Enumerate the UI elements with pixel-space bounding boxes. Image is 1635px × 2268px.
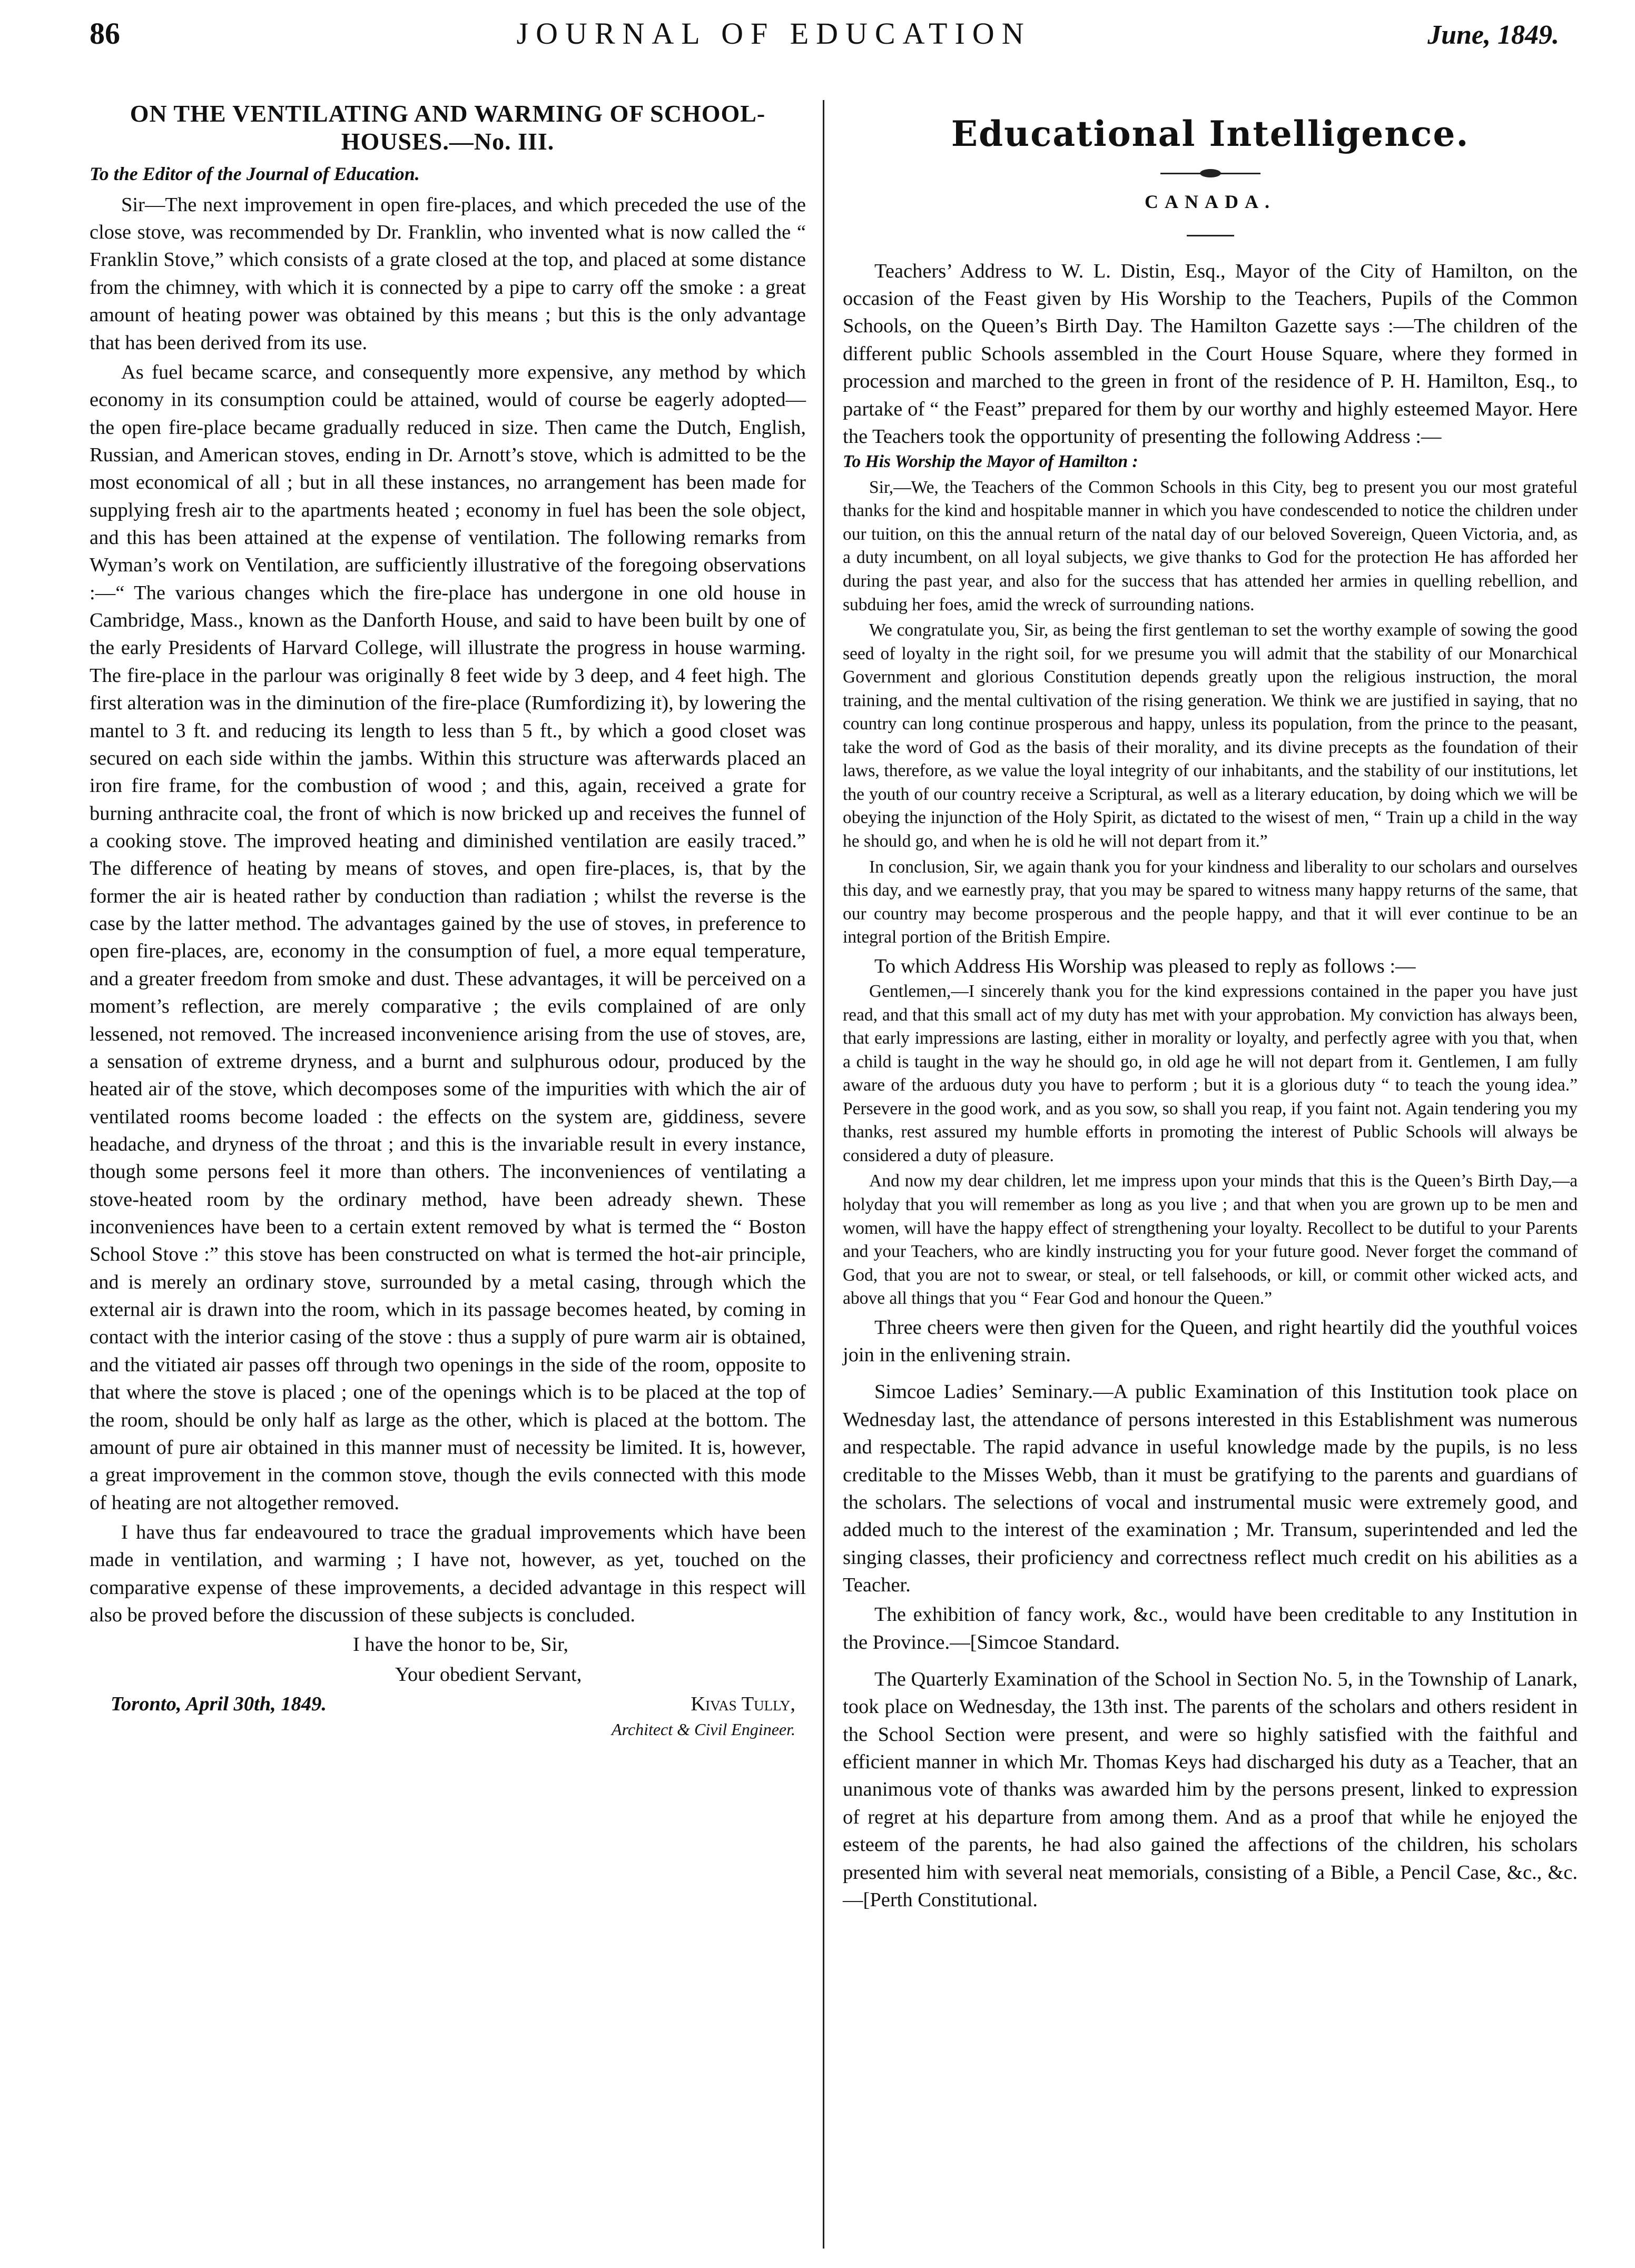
signoff-line-2: Your obedient Servant,: [395, 1663, 582, 1686]
page-header: [90, 16, 1559, 79]
left-column: [90, 100, 806, 1741]
address-salutation: To His Worship the Mayor of Hamilton :: [843, 452, 1138, 472]
article-addressee: To the Editor of the Journal of Education.: [90, 163, 420, 184]
column-divider: [823, 100, 824, 2249]
article-paragraph-3: I have thus far endeavoured to trace the gradual improvements which have been made in ventilation, and warming ; I have not, however, as yet, touched on the comparative expense of these improvements, a decided advantage in this respect will also be proved before the discussion of these subjects is concluded.: [90, 1521, 806, 1627]
reply-paragraph-1: Gentlemen,—I sincerely thank you for the kind expressions contained in the paper you have just read, and that this small act of my duty has met with your approbation. My conviction has always been, that early impressions are lasting, either in morality or loyalty, and perfectly agree with you that, when a child is taught in the way he should go, in old age he will not depart from it. Gentlemen, I am fully aware of the arduous duty you have to perform ; but it is a glorious duty “ to teach the young idea.” Persevere in the good work, and as you sow, so shall you reap, if you faint not. Again tendering you my thanks, rest assured my humble efforts in promoting the interest of Public Schools will always be considered a duty of pleasure.: [843, 982, 1578, 1165]
signoff-line-1: I have the honor to be, Sir,: [353, 1633, 569, 1656]
article-paragraph-2: As fuel became scarce, and consequently more expensive, any method by which economy in its consumption could be attained, would of course be eagerly adopted—the open fire-place became gradually reduced in size. Then came the Dutch, English, Russian, and American stoves, ending in Dr. Arnott’s stove, which is admitted to be the most economical of all ; but in all these instances, no arrangement has been made for supplying fresh air to the apartments heated ; economy in fuel has been the sole object, and this has been attained at the expense of ventilation. The following remarks from Wyman’s work on Ventilation, are sufficiently illustrative of the foregoing observations :—“ The various changes which the fire-place has undergone in one old house in Cambridge, Mass., known as the Danforth House, and said to have been built by one of the early Presidents of Harvard College, will illustrate the progress in house warming. The fire-place in the parlour was originally 8 feet wide by 3 deep, and 4 feet high. The first alteration was in the diminution of the fire-place (Rumfordizing it), by lowering the mantel to 3 ft. and reducing its length to less than 5 ft., by which a good closet was secured on each side within the jambs. Within this structure was afterwards placed an iron fire frame, for the combustion of wood ; and this, again, received a grate for burning anthracite coal, the front of which is now bricked up and receives the funnel of a cooking stove. The improved heating and diminished ventilation are easily traced.” The difference of heating by means of stoves, and open fire-places, is, that by the former the air is heated rather by conduction than radiation ; whilst the reverse is the case by the latter method. The advantages gained by the use of stoves, in preference to open fire-places, are, economy in the consumption of fuel, a more equal temperature, and a greater freedom from smoke and dust. These advantages, it will be perceived on a moment’s reflection, are merely comparative ; the evils complained of are only lessened, not removed. The increased inconvenience arising from the use of stoves, are, a sensation of extreme dryness, and a burnt and sulphurous odour, produced by the heated air of the stove, which decomposes some of the impurities with which the air of ventilated rooms become loaded : the effects on the system are, giddiness, severe headache, and dryness of the throat ; and this is the invariable result in every instance, though some persons feel it more than others. The inconveniences of ventilating a stove-heated room by the ordinary method, have been adready shewn. These inconveniences have been to a certain extent removed by what is termed the “ Boston School Stove :” this stove has been constructed on what is termed the hot-air principle, and is merely an ordinary stove, surrounded by a metal casing, through which the external air is drawn into the room, which in its passage becomes heated, by coming in contact with the interior casing of the stove : thus a supply of pure warm air is obtained, and the vitiated air passes off through two openings in the side of the room, opposite to that where the stove is placed ; one of the openings which is to be placed at the top of the room, should be only half as large as the other, which is placed at the bottom. The amount of pure air obtained in this manner must of necessity be limited. It is, however, a great improvement in the common stove, though the evils connected with this mode of heating are not altogether removed.: [90, 361, 806, 1514]
issue-date: June, 1849.: [1427, 20, 1559, 50]
address-paragraph-3: In conclusion, Sir, we again thank you for your kindness and liberality to our scholars and ourselves this day, and we earnestly pray, that you may be spared to witness many happy returns of the same, that our country may become prosperous and the people happy, and that it will ever continue to be an integral portion of the British Empire.: [843, 857, 1578, 947]
country-heading: CANADA.: [1145, 191, 1276, 212]
reply-paragraph-2: And now my dear children, let me impress upon your minds that this is the Queen’s Birth Day,—a holyday that you will remember as long as you live ; and that when you are grown up to be men and women, will have the happy effect of strengthening your loyalty. Recollect to be dutiful to your Parents and your Teachers, who are kindly instructing you for your future good. Never forget the command of God, that you are not to swear, or steal, or tell falsehoods, or kill, or commit other wicked acts, and above all things that you “ Fear God and honour the Queen.”: [843, 1171, 1578, 1309]
address-paragraph-2: We congratulate you, Sir, as being the first gentleman to set the worthy example of sowing the good seed of loyalty in the right soil, for we presume you will admit that the stability of our Monarchical Government and glorious Constitution depends greatly upon the religious instruction, the moral training, and the mental cultivation of the rising generation. We think we are justified in saying, that no country can long continue prosperous and happy, unless its population, from the prince to the peasant, take the word of God as the basis of their morality, and its divine precepts as the foundation of their laws, therefore, as we value the loyal integrity of our inhabitants, and the stability of our institutions, let the youth of our country receive a Scriptural, as well as a literary education, by doing which we will be obeying the injunction of the Holy Spirit, as dictated to the wisest of men, “ Train up a child in the way he should go, and when he is old he will not depart from it.”: [843, 620, 1578, 851]
cheers-paragraph: Three cheers were then given for the Queen, and right heartily did the youthful voices join in the enlivening strain.: [843, 1316, 1578, 1366]
article-paragraph-1: Sir—The next improvement in open fire-places, and which preceded the use of the close stove, was recommended by Dr. Franklin, who invented what is now called the “ Franklin Stove,” which consists of a grate closed at the top, and placed at some distance from the chimney, with which it is connected by a pipe to carry off the smoke : a great amount of heating power was obtained by this means ; but this is the only advantage that has been derived from its use.: [90, 193, 806, 354]
address-paragraph-1: Sir,—We, the Teachers of the Common Schools in this City, beg to present you our most grateful thanks for the kind and hospitable manner in which you have condescended to notice the children under our tuition, on this the annual return of the natal day of our beloved Sovereign, Queen Victoria, and, as a duty incumbent, on all loyal subjects, we give thanks to God for the protection He has afforded her during the past year, and also for the success that has attended her armies in quelling rebellion, and subduing her foes, amid the wreck of surrounding nations.: [843, 477, 1578, 615]
ornamental-rule: [1160, 173, 1260, 174]
reply-body: [843, 980, 1578, 1311]
signoff-signature: [612, 1690, 806, 1741]
right-column: [843, 100, 1578, 1914]
article-title: ON THE VENTILATING AND WARMING OF SCHOOL-HOUSES.—No. III.: [130, 100, 766, 155]
signoff-name: Kivas Tully,: [691, 1693, 795, 1716]
lanark-paragraph: The Quarterly Examination of the School in Section No. 5, in the Township of Lanark, took place on Wednesday, the 13th inst. The parents of the scholars and others resident in the School Section were present, and were so highly satisfied with the faithful and efficient manner in which Mr. Thomas Keys had discharged his duty as a Teacher, that an unanimous vote of thanks was awarded him by the persons present, linked to expression of regret at his departure from among them. And as a proof that while he enjoyed the esteem of the parents, he had also gained the affections of the children, his scholars presented him with several neat memorials, consisting of a Bible, a Pencil Case, &c., &c.—[Perth Constitutional.: [843, 1668, 1578, 1911]
simcoe-paragraph-1: Simcoe Ladies’ Seminary.—A public Examination of this Institution took place on Wednesday last, the attendance of persons interested in this Establishment was numerous and respectable. The rapid advance in useful knowledge made by the pupils, is no less creditable to the Misses Webb, than it must be gratifying to the parents and guardians of the scholars. The selections of vocal and instrumental music were extremely good, and added much to the interest of the examination ; Mr. Transum, superintended and led the singing classes, their proficiency and correctness reflect much credit on his abilities as a Teacher.: [843, 1381, 1578, 1596]
address-intro: Teachers’ Address to W. L. Distin, Esq., Mayor of the City of Hamilton, on the occasion of the Feast given by His Worship to the Teachers, Pupils of the Common Schools, on the Queen’s Birth Day. The Hamilton Gazette says :—The children of the different public Schools assembled in the Court House Square, where they formed in procession and marched to the green in front of the residence of P. H. Hamilton, Esq., to partake of “ the Feast” prepared for them by our worthy and highly esteemed Mayor. Here the Teachers took the opportunity of presenting the following Address :—: [843, 260, 1578, 448]
signoff-footer: [90, 1690, 806, 1741]
short-rule: [1187, 235, 1234, 236]
signoff-place-date: Toronto, April 30th, 1849.: [111, 1693, 327, 1716]
section-title: Educational Intelligence.: [951, 113, 1470, 154]
journal-title: JOURNAL OF EDUCATION: [516, 16, 1031, 51]
address-body: [843, 450, 1578, 949]
signoff-role: Architect & Civil Engineer.: [612, 1719, 795, 1739]
reply-intro: To which Address His Worship was pleased to reply as follows :—: [874, 955, 1416, 977]
simcoe-paragraph-2: The exhibition of fancy work, &c., would have been creditable to any Institution in the Province.—[Simcoe Standard.: [843, 1603, 1578, 1653]
page-number: 86: [90, 16, 120, 51]
